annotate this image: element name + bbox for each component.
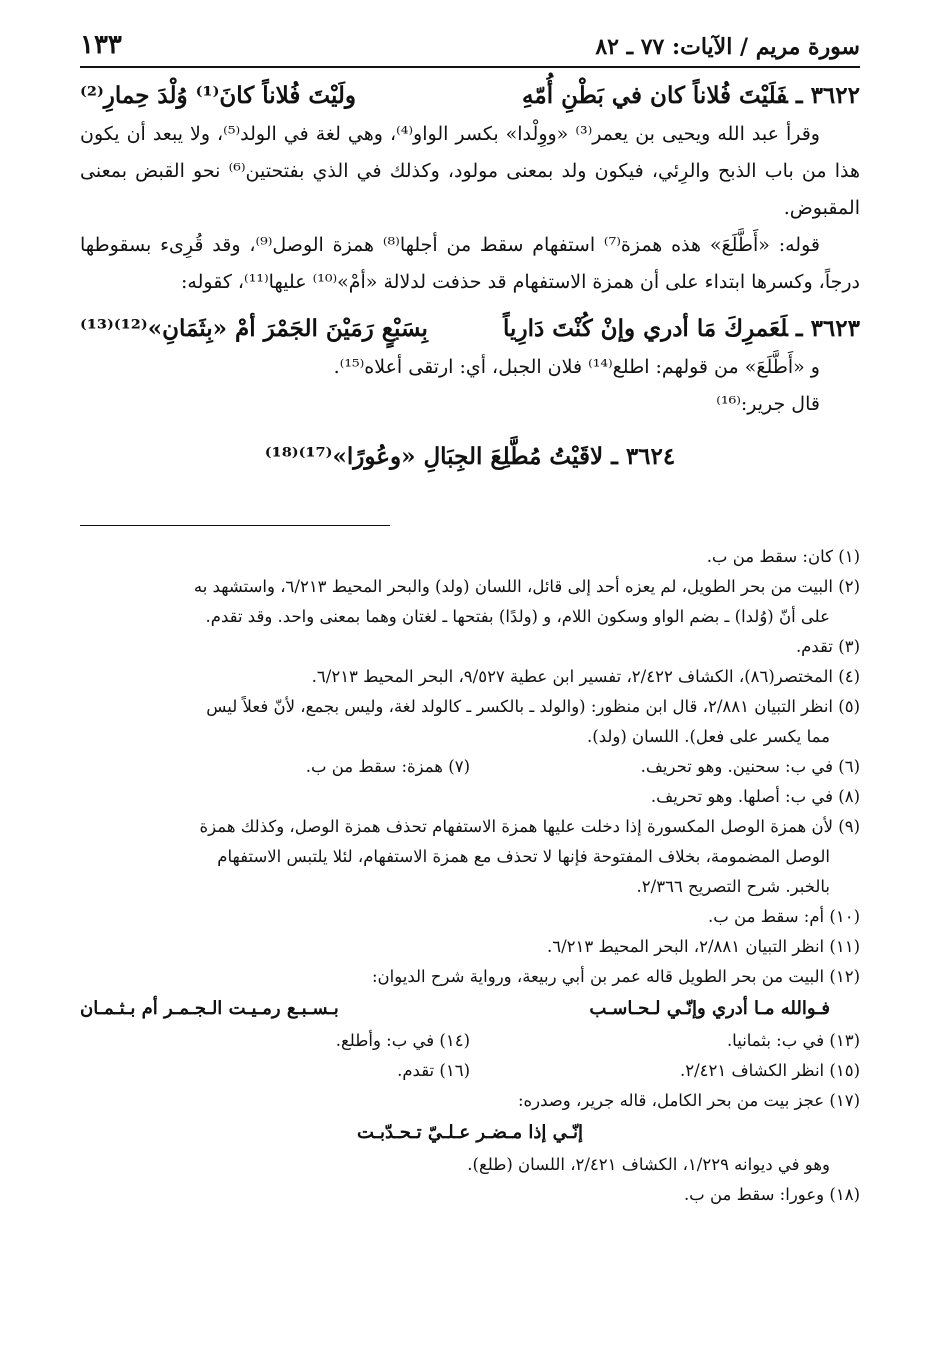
verse-3622-first-hemistich: ٣٦٢٢ ـفَلَيْتَ فُلاناً كان في بَطْنِ أُمّهِ bbox=[522, 82, 860, 109]
footnotes-13-14 bbox=[80, 1026, 860, 1056]
verse-number: ٣٦٢٢ ـ bbox=[795, 82, 860, 109]
footnote-6: (٦) في ب: سحنين. وهو تحريف. bbox=[640, 757, 860, 776]
verse-3623-second-hemistich: بِسَبْعٍ رَمَيْنَ الجَمْرَ أمْ «بِثَمَانِ»⁽¹²⁾⁽¹³⁾ bbox=[80, 315, 428, 342]
verse-3622 bbox=[80, 76, 860, 116]
verse-3623 bbox=[80, 309, 860, 349]
verse-number: ٣٦٢٤ ـ bbox=[611, 443, 676, 470]
footnotes bbox=[80, 542, 860, 1210]
verse-3622-second-hemistich: ولَيْتَ فُلاناً كانَ⁽¹⁾ وُلْدَ حِمارِ⁽²⁾ bbox=[80, 82, 357, 109]
footnote-15: (١٥) انظر الكشاف ٢/٤٢١. bbox=[680, 1061, 860, 1080]
footnote-12: (١٢) البيت من بحر الطويل قاله عمر بن أبي ربيعة، ورواية شرح الديوان: bbox=[371, 967, 860, 986]
verse-number: ٣٦٢٣ ـ bbox=[795, 315, 860, 342]
footnote-7: (٧) همزة: سقط من ب. bbox=[305, 757, 470, 776]
paragraph-3: و «أَطَّلَعَ» من قولهم: اطلع⁽¹⁴⁾ فلان الجبل، أي: ارتقى أعلاه⁽¹⁵⁾. bbox=[333, 356, 820, 378]
footnotes-15-16 bbox=[80, 1056, 860, 1086]
footnote-separator bbox=[80, 525, 390, 526]
footnote-3: (٣) تقدم. bbox=[795, 637, 860, 656]
footnote-5: (٥) انظر التبيان ٢/٨٨١، قال ابن منظور: (والولد ـ بالكسر ـ كالولد لغة، وليس بجمع، لأنّ فعلاً ليس مما يكسر على فعل). اللسان (ولد). bbox=[206, 697, 860, 746]
paragraph-4: قال جرير:⁽¹⁶⁾ bbox=[716, 393, 820, 415]
verse-3624 bbox=[80, 437, 860, 477]
footnote-9: (٩) لأن همزة الوصل المكسورة إذا دخلت عليها همزة الاستفهام تحذف همزة الوصل، وكذلك همزة الوصل المضمومة، بخلاف المفتوحة فإنها لا تحذف مع همزة الاستفهام، لئلا يلتبس الاستفهام بالخبر. شرح التصريح ٢/٣٦٦. bbox=[199, 817, 860, 896]
footnote-14: (١٤) في ب: وأطلع. bbox=[335, 1031, 470, 1050]
footnote-12-verse bbox=[80, 992, 860, 1026]
footnote-1: (١) كان: سقط من ب. bbox=[706, 547, 860, 566]
paragraph-1: وقرأ عبد الله ويحيى بن يعمر⁽³⁾ «ووِلْدا» بكسر الواو⁽⁴⁾، وهي لغة في الولد⁽⁵⁾، ولا يبعد أن يكون هذا من باب الذبح والرِئي، فيكون ولد بمعنى مولود، وكذلك في الذي بفتحتين⁽⁶⁾ نحو القبض بمعنى المقبوض. bbox=[80, 123, 860, 219]
page-header bbox=[80, 30, 860, 68]
footnote-11: (١١) انظر التبيان ٢/٨٨١، البحر المحيط ٦/٢١٣. bbox=[547, 937, 860, 956]
footnote-8: (٨) في ب: أصلها. وهو تحريف. bbox=[650, 787, 860, 806]
footnote-17: (١٧) عجز بيت من بحر الكامل، قاله جرير، وصدره: bbox=[517, 1091, 860, 1110]
footnote-13: (١٣) في ب: بثمانيا. bbox=[726, 1031, 860, 1050]
page-number: ١٣٣ bbox=[80, 30, 130, 60]
footnote-4: (٤) المختصر(٨٦)، الكشاف ٢/٤٢٢، تفسير ابن عطية ٩/٥٢٧، البحر المحيط ٦/٢١٣. bbox=[311, 667, 860, 686]
running-title: سورة مريم / الآيات: ٧٧ ـ ٨٢ bbox=[587, 34, 860, 60]
footnote-10: (١٠) أم: سقط من ب. bbox=[708, 907, 860, 926]
verse-3623-first-hemistich: ٣٦٢٣ ـلَعَمرِكَ مَا أدري وإنْ كُنْتَ دَارِياً bbox=[503, 315, 860, 342]
verse-3624-text: لاقَيْتُ مُطَّلِعَ الجِبَالِ «وعُورًا»⁽¹⁷⁾⁽¹⁸⁾ bbox=[264, 443, 604, 470]
footnote-12-first-hemistich: فـوالله مـا أدري وإنّـي لـحـاسـب bbox=[589, 998, 830, 1019]
footnote-17-source: وهو في ديوانه ١/٢٢٩، الكشاف ٢/٤٢١، اللسان (طلع). bbox=[467, 1155, 830, 1174]
footnote-18: (١٨) وعورا: سقط من ب. bbox=[683, 1185, 860, 1204]
page bbox=[80, 30, 860, 1210]
footnotes-6-7 bbox=[80, 752, 860, 782]
footnote-17-verse: إنّـي إذا مـضـر عـلـيّ تـحـدّبـت bbox=[357, 1122, 583, 1143]
footnote-16: (١٦) تقدم. bbox=[397, 1061, 470, 1080]
paragraph-2: قوله: «أَطَّلَعَ» هذه همزة⁽⁷⁾ استفهام سقط من أجلها⁽⁸⁾ همزة الوصل⁽⁹⁾، وقد قُرِىء بسقوطها درجاً، وكسرها ابتداء على أن همزة الاستفهام قد حذفت لدلالة «أمْ»⁽¹⁰⁾ عليها⁽¹¹⁾، كقوله: bbox=[80, 234, 860, 293]
footnote-12-second-hemistich: بـسـبـع رمـيـت الـجـمـر أم بـثـمـان bbox=[80, 998, 339, 1019]
footnote-2: (٢) البيت من بحر الطويل، لم يعزه أحد إلى قائل، اللسان (ولد) والبحر المحيط ٦/٢١٣، واستشهد به على أنّ (وُلدا) ـ بضم الواو وسكون اللام، و (ولدًا) بفتحها ـ لغتان وهما بمعنى واحد. وقد تقدم. bbox=[193, 577, 860, 626]
